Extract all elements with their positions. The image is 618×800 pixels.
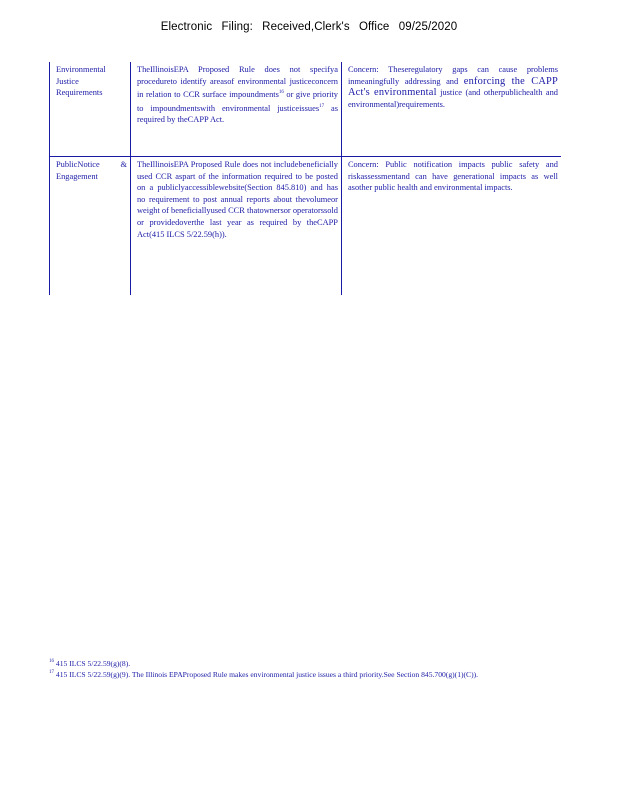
comparison-table <box>49 62 561 295</box>
filing-header: Electronic Filing: Received,Clerk's Office 09/25/2020 <box>160 21 458 33</box>
footnote-number: 16 <box>49 659 54 664</box>
rule-text: as required by theCAPP Act. <box>136 103 338 125</box>
concern-cell <box>341 157 561 296</box>
category-cell <box>50 157 131 296</box>
footnote <box>49 668 549 680</box>
rule-cell <box>130 62 341 157</box>
table-row <box>50 62 562 157</box>
footnote-text: 415 ILCS 5/22.59(g)(8). <box>55 659 131 668</box>
concern-text: Concern: Theseregulatory gaps can cause problems inmeaningfully addressing and <box>347 65 558 86</box>
footnote-text: 415 ILCS 5/22.59(g)(9). The Illinois EPAProposed Rule makes environmental justice issues a third priority.See Section 845.700(g)(1)(C)). <box>55 670 479 679</box>
rule-cell <box>130 157 341 296</box>
category-label: Environmental Justice Requirements <box>56 65 106 98</box>
table-row <box>50 157 562 296</box>
concern-text-large: enforcing the CAPP Act's environmental <box>347 75 559 99</box>
footnote-number: 17 <box>49 670 54 675</box>
rule-text: TheIllinoisEPA Proposed Rule does not specifya procedureto identify areasof environmental justiceconcern in relation to CCR surface impoundments <box>136 65 338 100</box>
category-label: PublicNotice & Engagement <box>56 160 127 181</box>
footnote-ref: 16 <box>278 90 284 96</box>
concern-cell <box>341 62 561 157</box>
concern-text: Concern: Public notification impacts public safety and riskassessmentand can have generational impacts as well asother public health and environmental impacts. <box>347 160 558 193</box>
category-cell <box>50 62 131 157</box>
concern-text: justice (and otherpublichealth and environmental)requirements. <box>347 88 558 109</box>
rule-text: TheIllinoisEPA Proposed Rule does not includebeneficially used CCR aspart of the information required to be posted on a publiclyaccessiblewebsite(Section 845.810) and has no requirement to post annual reports about thevolumeor weight of beneficiallyused CCR thatownersor operatorssold or providedoverthe last year as required by theCAPP Act(415 ILCS 5/22.59(h)). <box>136 160 338 239</box>
footnote-ref: 17 <box>319 103 325 109</box>
rule-text: or give priority to impoundmentswith environmental justiceissues <box>136 90 338 113</box>
